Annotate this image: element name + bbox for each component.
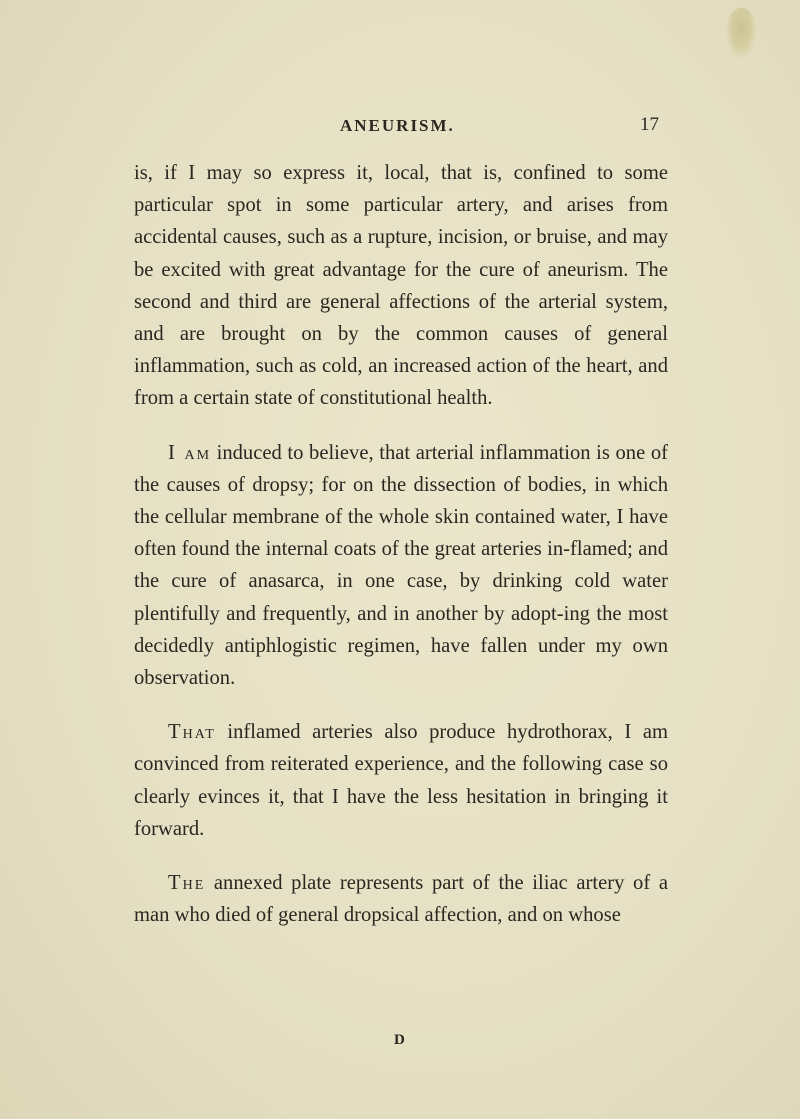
paragraph-1-text: is, if I may so express it, local, that is, confined to some particular spot in some particular artery, and arises from accidental causes, such as a rupture, incision, or bruise, and may be excited with great advantage for the cure of aneurism. The second and third are general affections of the arterial system, and are brought on by the common causes of general inflammation, such as cold, an increased action of the heart, and from a certain state of constitutional health.	[134, 162, 668, 410]
paragraph-2	[134, 437, 668, 695]
paragraph-2-lead: I am	[168, 441, 212, 464]
paragraph-3-text: inflamed arteries also produce hydrothorax, I am convinced from reiterated experience, and the following case so clearly evinces it, that I have the less hesitation in bringing it forward.	[134, 721, 668, 840]
page-header	[0, 112, 800, 142]
paragraph-4	[134, 867, 668, 931]
running-head: ANEURISM.	[340, 116, 455, 135]
paragraph-3	[134, 716, 668, 845]
paragraph-2-text: induced to believe, that arterial inflammation is one of the causes of dropsy; for on the dissection of bodies, in which the cellular membrane of the whole skin contained water, I have often found the internal coats of the great arteries in-flamed; and the cure of anasarca, in one case, by drinking cold water plentifully and frequently, and in another by adopt-ing the most decidedly antiphlogistic regimen, have fallen under my own observation.	[134, 441, 668, 690]
paragraph-4-text: annexed plate represents part of the iliac artery of a man who died of general dropsical affection, and on whose	[134, 872, 668, 927]
paragraph-1	[134, 157, 668, 415]
paper-stain	[726, 8, 756, 58]
body-text	[134, 157, 668, 931]
paragraph-3-lead: That	[168, 721, 216, 744]
signature-mark: D	[394, 1032, 405, 1048]
paragraph-4-lead: The	[168, 872, 206, 895]
page-number: 17	[640, 114, 659, 135]
